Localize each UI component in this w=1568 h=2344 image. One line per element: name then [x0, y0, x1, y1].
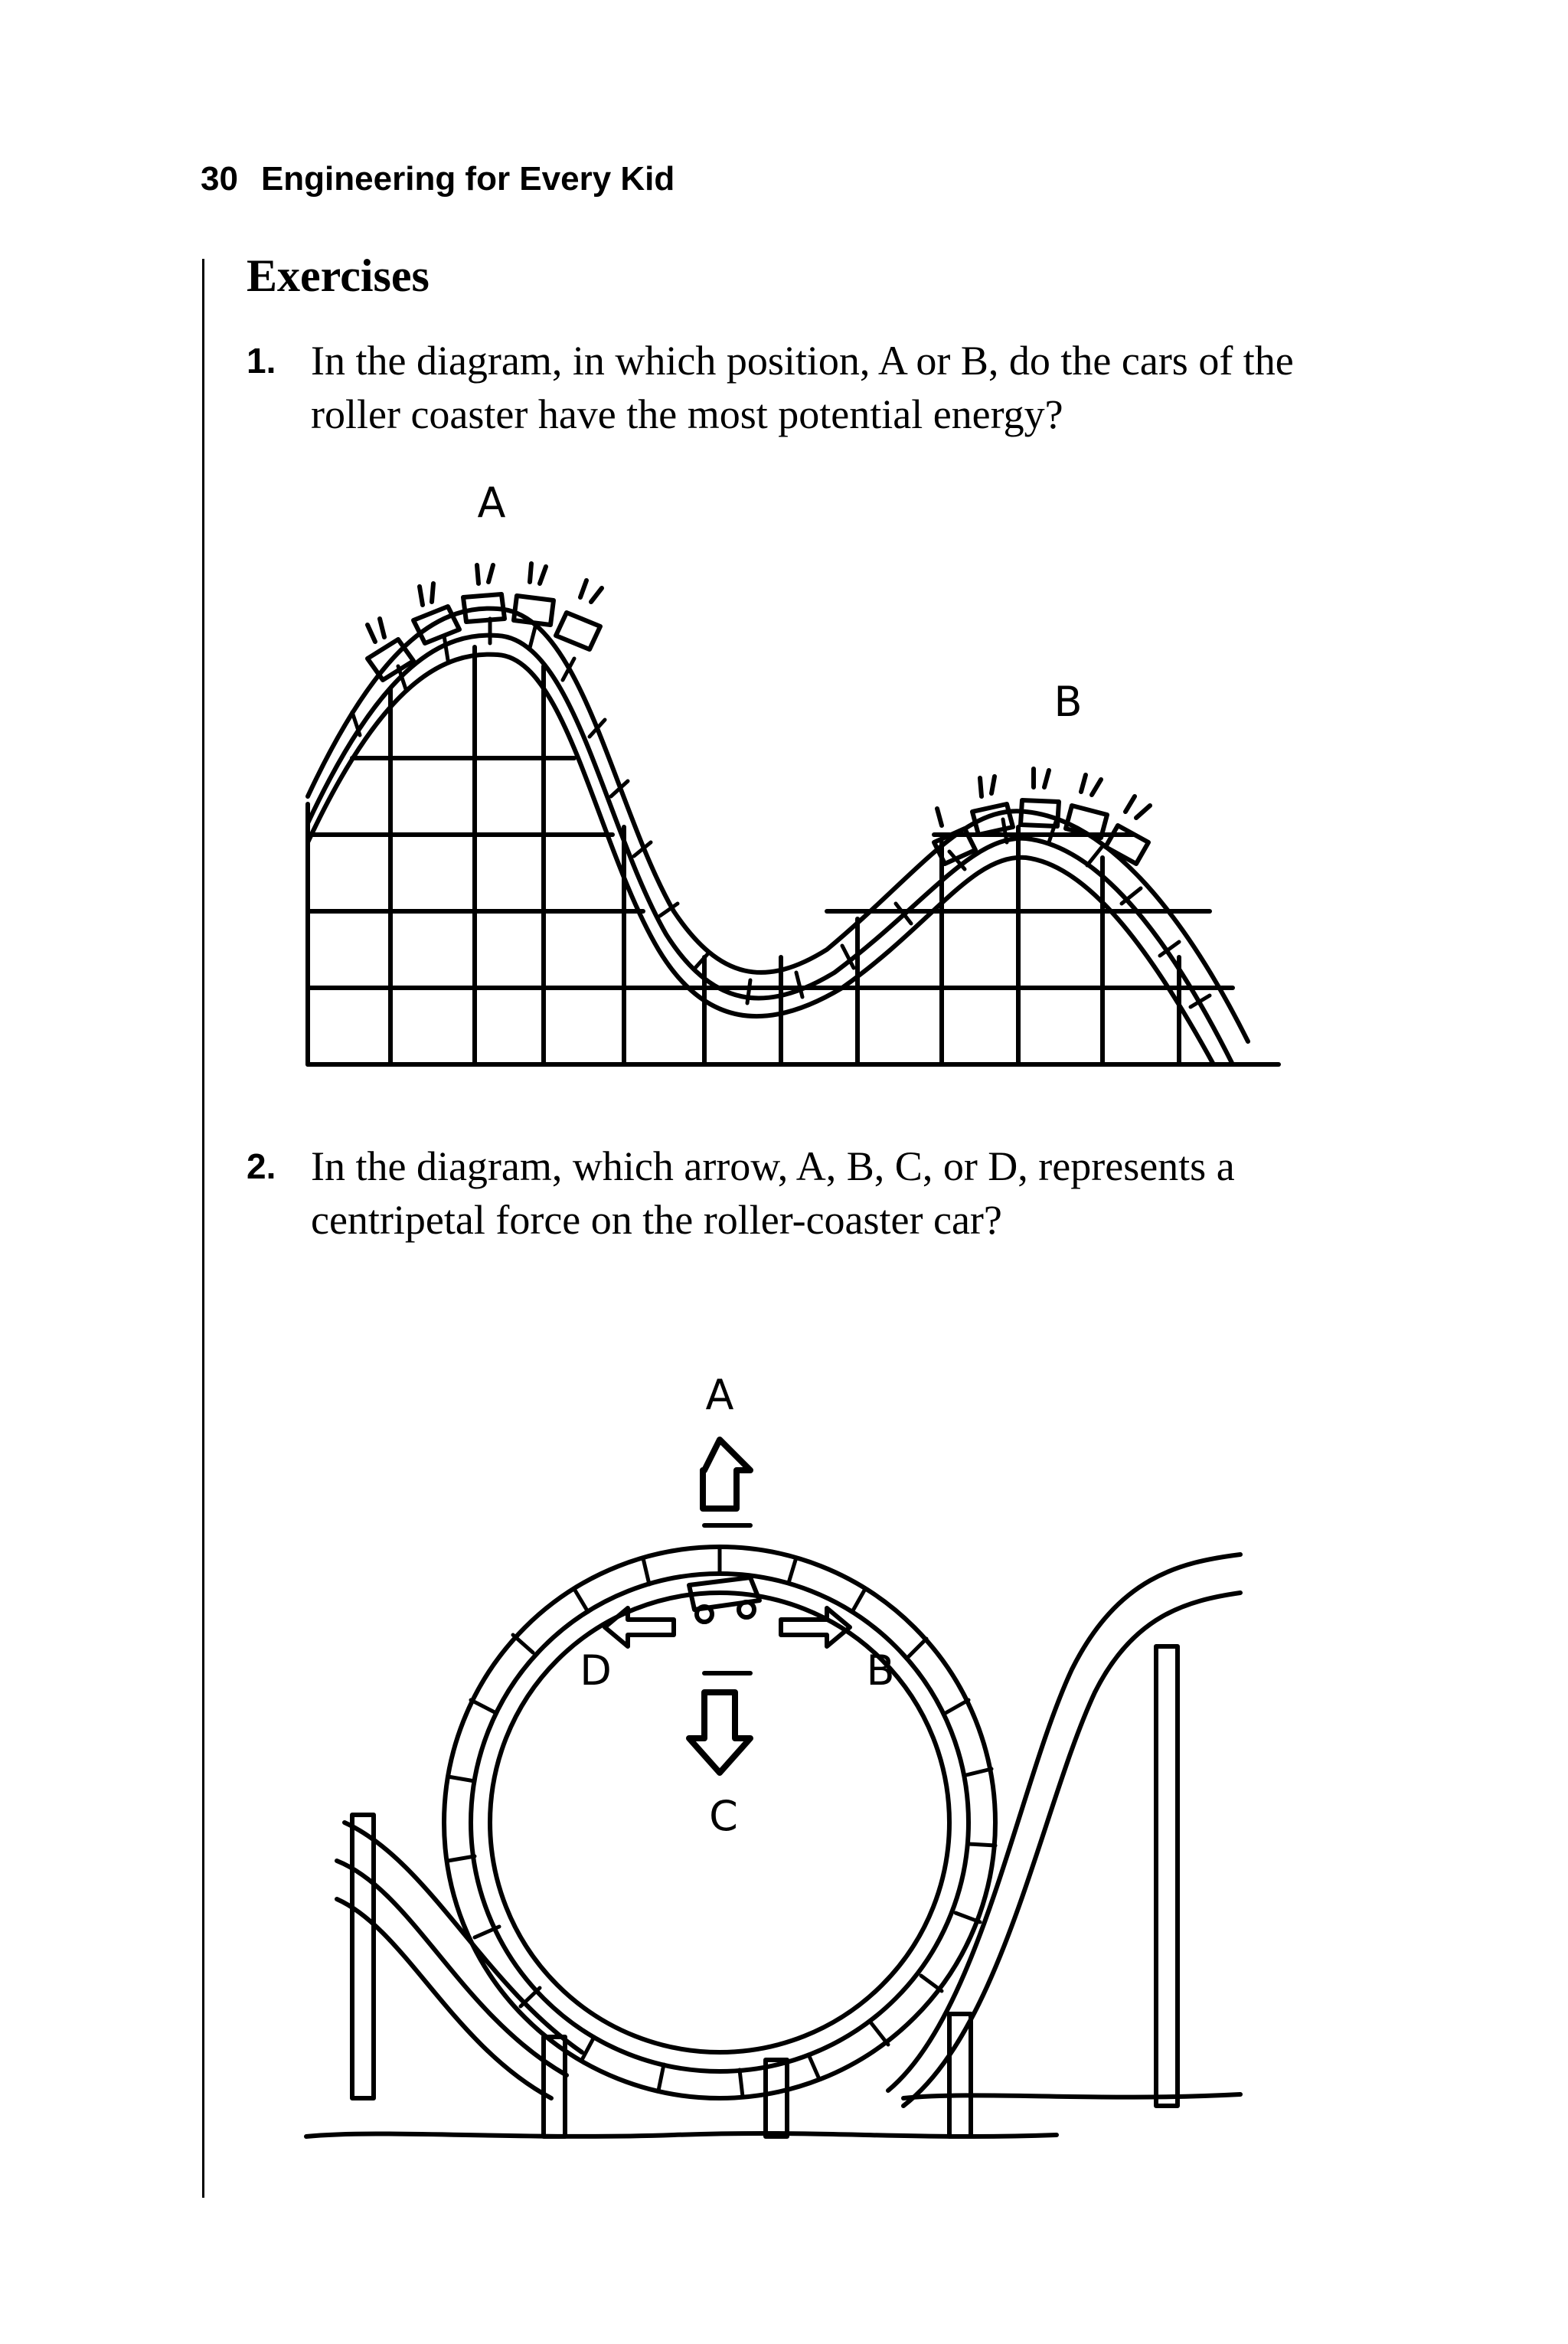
roller-coaster-loop-illustration [291, 1325, 1302, 2152]
ground-line [306, 2094, 1240, 2136]
exercise-number: 2. [247, 1146, 276, 1186]
exercise-2 [247, 1139, 1364, 1247]
scaffold-grid [308, 647, 1279, 1064]
position-label-b: B [1054, 678, 1083, 726]
book-title: Engineering for Every Kid [260, 160, 675, 198]
arrow-c-icon [689, 1692, 750, 1773]
exercise-question: In the diagram, in which position, A or B, do the cars of the roller coaster have the most potential energy? [311, 338, 1294, 437]
roller-coaster-hills-illustration [291, 459, 1302, 1087]
exercise-1 [247, 334, 1364, 441]
exercise-number: 1. [247, 341, 276, 381]
arrow-label-a: A [705, 1371, 734, 1419]
margin-rule [202, 259, 204, 2198]
page-number: 30 [201, 160, 238, 198]
arrow-d-icon [605, 1608, 674, 1646]
arrow-a-icon [703, 1440, 750, 1509]
position-label-a: A [477, 479, 506, 527]
arrow-label-c: C [709, 1792, 738, 1840]
exercise-question: In the diagram, which arrow, A, B, C, or D, represents a centripetal force on the roller-coaster car? [311, 1143, 1235, 1243]
coaster-car [689, 1577, 760, 1622]
arrow-label-b: B [866, 1646, 895, 1695]
arrow-label-d: D [580, 1646, 612, 1695]
running-header [201, 158, 675, 201]
exit-track [888, 1554, 1240, 2106]
section-title: Exercises [247, 250, 430, 301]
